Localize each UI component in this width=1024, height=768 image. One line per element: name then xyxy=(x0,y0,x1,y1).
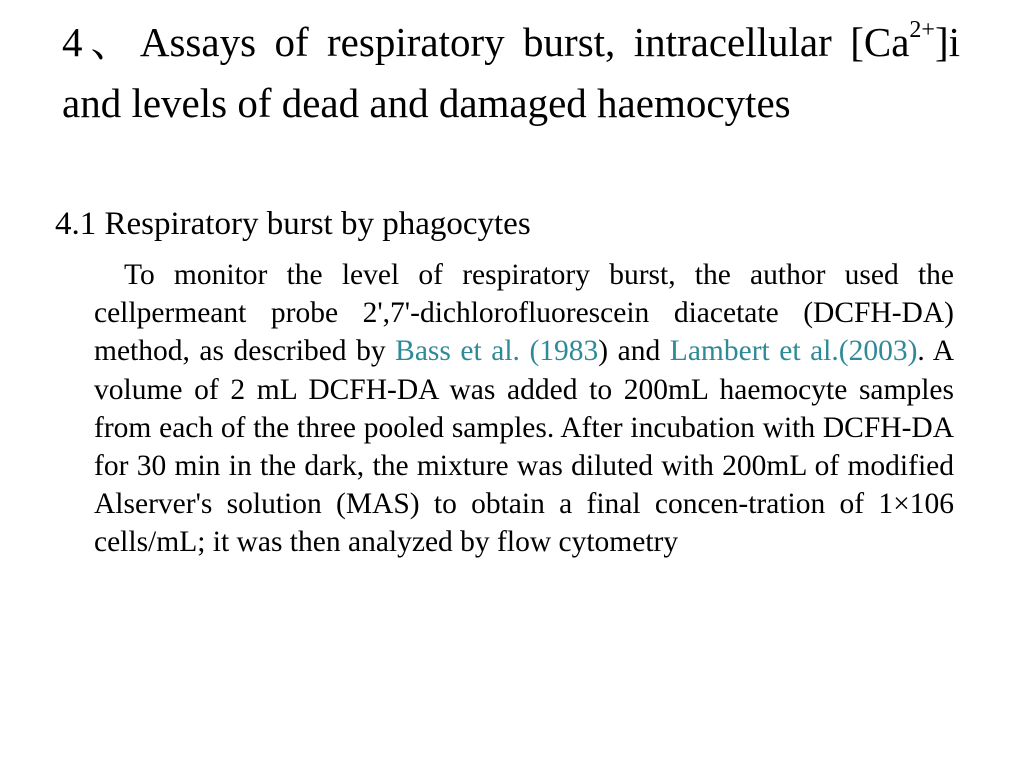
body-paragraph xyxy=(94,256,954,562)
slide-title xyxy=(62,12,960,134)
citation-lambert: Lambert et al.(2003) xyxy=(669,335,918,368)
paragraph-part-1: To monitor the level of respiratory burst, the author used the cellpermeant probe 2',7'-dichlorofluorescein diacetate (DCFH-DA) method, as described by xyxy=(94,259,954,368)
section-subtitle: 4.1 Respiratory burst by phagocytes xyxy=(55,206,531,242)
title-lead: 4、Assays of respiratory burst, intracellular [Ca xyxy=(62,19,910,65)
paragraph-part-3: . A volume of 2 mL DCFH-DA was added to 200mL haemocyte samples from each of the three pooled samples. After incubation with DCFH-DA for 30 min in the dark, the mixture was diluted with 200mL of modified Alserver's solution (MAS) to obtain a final concen-tration of 1×106 cells/mL; it was then analyzed by flow cytometry xyxy=(94,335,954,559)
title-superscript: 2+ xyxy=(909,17,935,44)
paragraph-part-2: ) and xyxy=(598,335,670,368)
citation-bass: Bass et al. (1983 xyxy=(395,335,599,368)
title-tail: ]i and levels of dead and damaged haemocytes xyxy=(62,19,960,126)
